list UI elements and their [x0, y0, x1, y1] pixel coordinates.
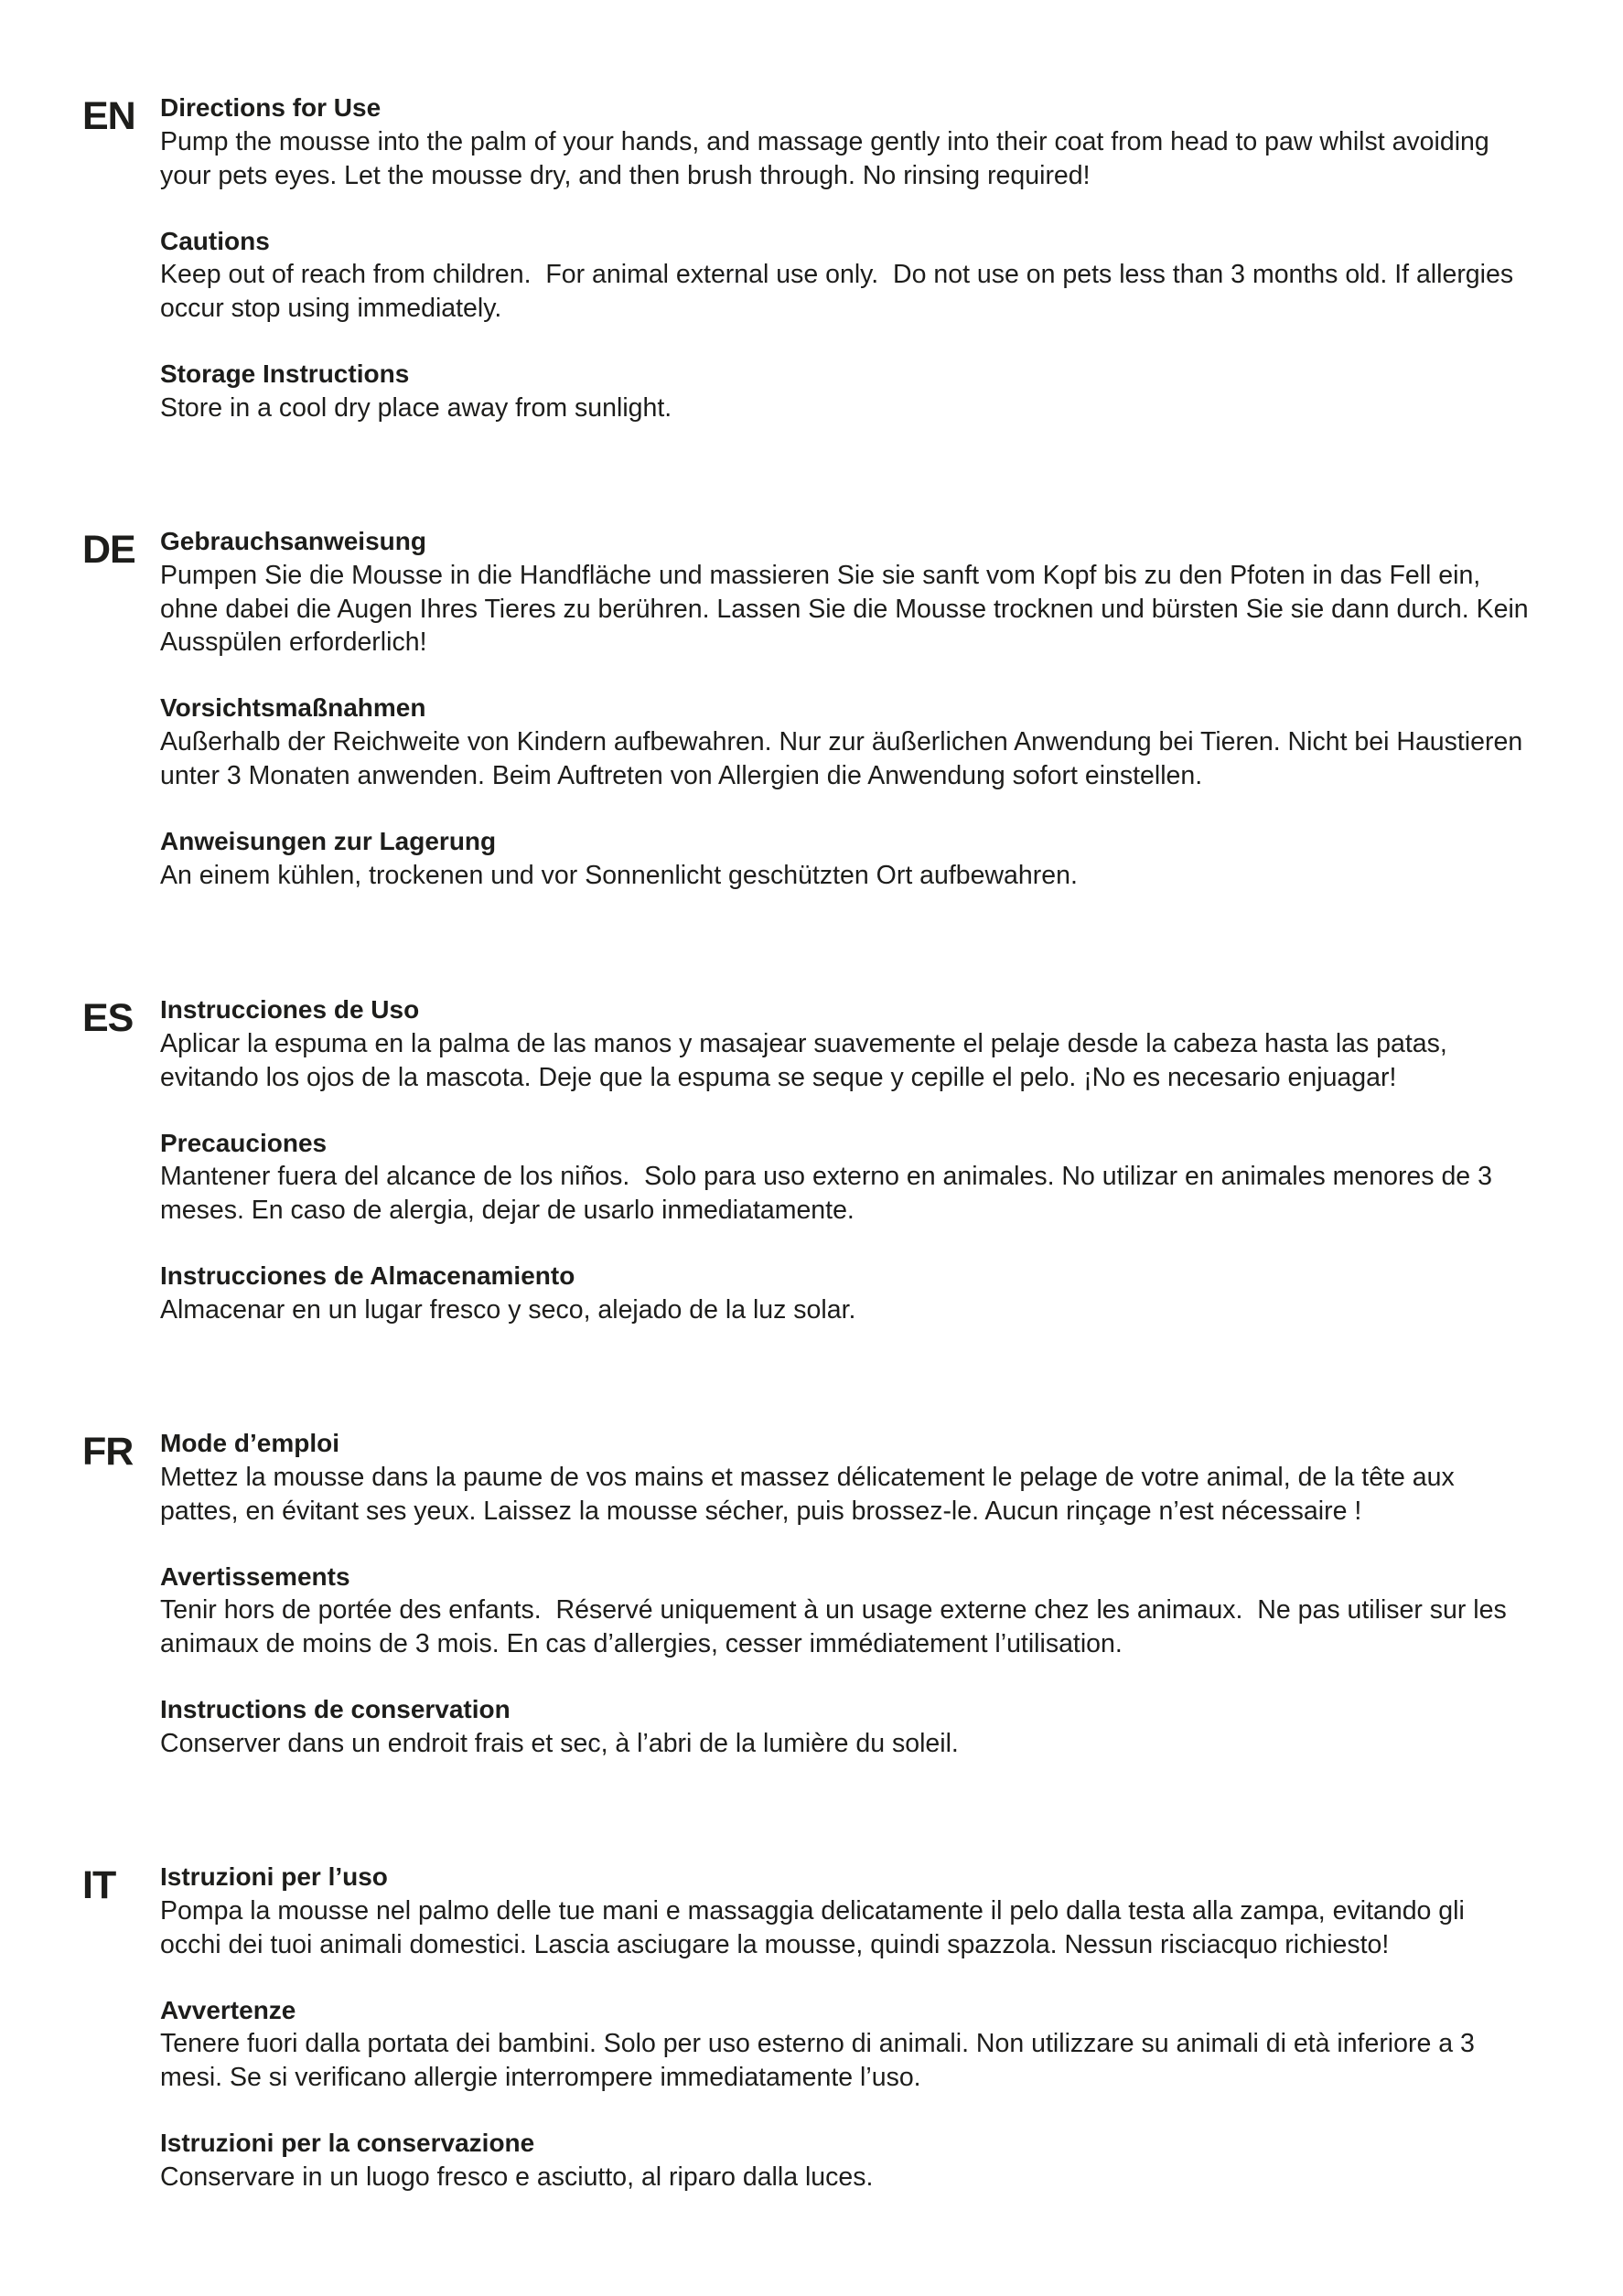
directions-block — [160, 1861, 1475, 1961]
cautions-block — [160, 1127, 1492, 1228]
body-line: Tenir hors de portée des enfants. Réservé uniquement à un usage externe chez les animaux. Ne pas utiliser sur les — [160, 1595, 1507, 1625]
body-line: Pompa la mousse nel palmo delle tue mani e massaggia delicatamente il pelo dalla testa alla zampa, evitando gli — [160, 1895, 1465, 1926]
language-code: EN — [82, 94, 135, 138]
block-heading: Mode d’emploi — [160, 1429, 339, 1457]
body-line: your pets eyes. Let the mousse dry, and then brush through. No rinsing required! — [160, 160, 1091, 190]
section-content — [160, 91, 1513, 425]
block-heading: Istruzioni per l’uso — [160, 1862, 388, 1891]
section-content — [160, 1427, 1507, 1761]
section-content — [160, 525, 1529, 893]
cautions-block — [160, 692, 1529, 792]
body-line: Außerhalb der Reichweite von Kindern aufbewahren. Nur zur äußerlichen Anwendung bei Tieren. Nicht bei Haustieren — [160, 727, 1523, 757]
storage-block — [160, 358, 1513, 425]
block-heading: Directions for Use — [160, 93, 382, 122]
storage-block — [160, 1693, 1507, 1761]
body-line: Conservare in un luogo fresco e asciutto, al riparo dalla luces. — [160, 2162, 874, 2192]
body-line: An einem kühlen, trockenen und vor Sonnenlicht geschützten Ort aufbewahren. — [160, 860, 1078, 890]
body-line: Aplicar la espuma en la palma de las manos y masajear suavemente el pelaje desde la cabeza hasta las patas, — [160, 1028, 1447, 1058]
block-heading: Anweisungen zur Lagerung — [160, 826, 497, 855]
directions-block — [160, 525, 1529, 660]
block-heading: Istruzioni per la conservazione — [160, 2129, 535, 2158]
body-line: meses. En caso de alergia, dejar de usarlo inmediatamente. — [160, 1196, 854, 1226]
block-heading: Instrucciones de Uso — [160, 995, 420, 1024]
body-line: unter 3 Monaten anwenden. Beim Auftreten von Allergien die Anwendung sofort einstellen. — [160, 760, 1203, 790]
directions-block — [160, 993, 1492, 1094]
section-content — [160, 993, 1492, 1327]
body-line: Keep out of reach from children. For animal external use only. Do not use on pets less than 3 months old. If allergies — [160, 260, 1514, 290]
language-code: ES — [82, 996, 134, 1040]
storage-block — [160, 2127, 1475, 2194]
body-line: Mantener fuera del alcance de los niños. Solo para uso externo en animales. No utilizar en animales menores de 3 — [160, 1162, 1492, 1192]
directions-block — [160, 91, 1513, 192]
body-line: occur stop using immediately. — [160, 294, 502, 324]
cautions-block — [160, 1561, 1507, 1661]
storage-block — [160, 1260, 1492, 1327]
block-heading: Instrucciones de Almacenamiento — [160, 1261, 575, 1291]
block-heading: Vorsichtsmaßnahmen — [160, 693, 426, 723]
body-line: Conserver dans un endroit frais et sec, à l’abri de la lumière du soleil. — [160, 1728, 959, 1758]
storage-block — [160, 825, 1529, 893]
language-code: IT — [82, 1863, 116, 1907]
body-line: animaux de moins de 3 mois. En cas d’allergies, cesser immédiatement l’utilisation. — [160, 1629, 1123, 1659]
body-line: ohne dabei die Augen Ihres Tieres zu berühren. Lassen Sie die Mousse trocknen und bürsten Sie sie dann durch. Kein — [160, 594, 1529, 624]
language-code: FR — [82, 1430, 134, 1474]
block-heading: Precauciones — [160, 1128, 328, 1157]
section-content — [160, 1861, 1475, 2194]
body-line: Tenere fuori dalla portata dei bambini. Solo per uso esterno di animali. Non utilizzare su animali di età inferiore a 3 — [160, 2029, 1475, 2059]
body-line: Pumpen Sie die Mousse in die Handfläche und massieren Sie sie sanft vom Kopf bis zu den Pfoten in das Fell ein, — [160, 560, 1481, 590]
body-line: Ausspülen erforderlich! — [160, 628, 427, 658]
body-line: pattes, en évitant ses yeux. Laissez la mousse sécher, puis brossez-le. Aucun rinçage n’est nécessaire ! — [160, 1496, 1362, 1526]
block-heading: Cautions — [160, 226, 270, 255]
body-line: mesi. Se si verificano allergie interrompere immediatamente l’uso. — [160, 2063, 921, 2093]
body-line: Store in a cool dry place away from sunlight. — [160, 392, 672, 423]
directions-block — [160, 1427, 1507, 1528]
language-code: DE — [82, 528, 135, 572]
cautions-block — [160, 225, 1513, 326]
body-line: occhi dei tuoi animali domestici. Lascia asciugare la mousse, quindi spazzola. Nessun risciacquo richiesto! — [160, 1929, 1390, 1959]
body-line: Pump the mousse into the palm of your hands, and massage gently into their coat from head to paw whilst avoiding — [160, 126, 1489, 156]
body-line: Mettez la mousse dans la paume de vos mains et massez délicatement le pelage de votre animal, de la tête aux — [160, 1462, 1455, 1492]
block-heading: Avvertenze — [160, 1995, 296, 2024]
block-heading: Gebrauchsanweisung — [160, 527, 426, 555]
cautions-block — [160, 1994, 1475, 2095]
body-line: Almacenar en un lugar fresco y seco, alejado de la luz solar. — [160, 1294, 856, 1325]
block-heading: Instructions de conservation — [160, 1695, 511, 1724]
block-heading: Avertissements — [160, 1561, 350, 1591]
body-line: evitando los ojos de la mascota. Deje que la espuma se seque y cepille el pelo. ¡No es necesario enjuagar! — [160, 1062, 1397, 1092]
block-heading: Storage Instructions — [160, 359, 410, 389]
